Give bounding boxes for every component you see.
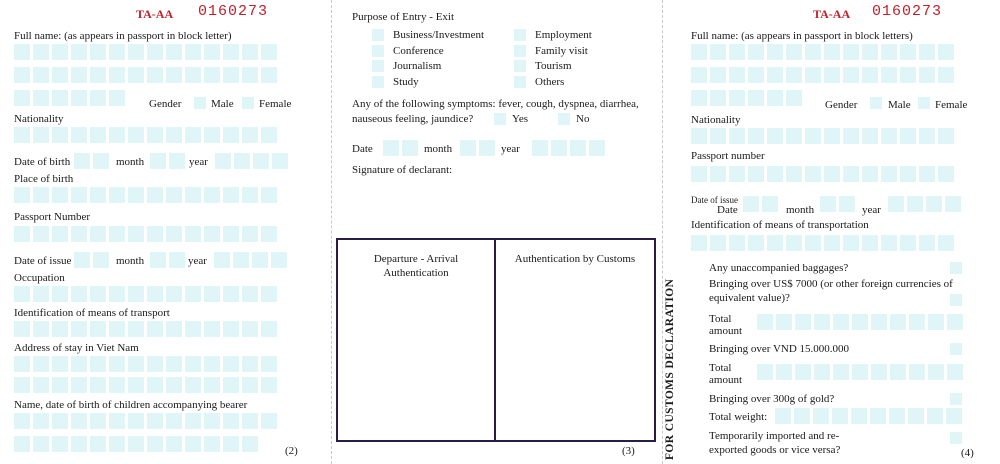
gold-question: Bringing over 300g of gold? bbox=[709, 393, 835, 405]
sign-year-boxes[interactable] bbox=[532, 140, 605, 156]
customs-declaration-title: FOR CUSTOMS DECLARATION bbox=[664, 278, 676, 460]
page-divider-right bbox=[662, 0, 663, 464]
purpose-checkbox-others[interactable] bbox=[514, 76, 526, 88]
p4-female-label: Female bbox=[935, 99, 968, 111]
passport-number-label: Passport Number bbox=[14, 211, 91, 223]
purpose-conference-label: Conference bbox=[393, 45, 444, 57]
usd-question-line2: equivalent value)? bbox=[709, 292, 790, 304]
purpose-study-label: Study bbox=[393, 76, 419, 88]
purpose-checkbox-family[interactable] bbox=[514, 45, 526, 57]
vnd-question: Bringing over VND 15.000.000 bbox=[709, 343, 850, 355]
page-number-4: (4) bbox=[961, 447, 974, 459]
p4-issue-month-boxes[interactable] bbox=[820, 196, 855, 212]
purpose-checkbox-business[interactable] bbox=[372, 29, 384, 41]
full-name-boxes-3[interactable] bbox=[14, 90, 125, 106]
purpose-checkbox-journalism[interactable] bbox=[372, 60, 384, 72]
serial-number-p4: 0160273 bbox=[872, 3, 943, 20]
dob-year-label: year bbox=[189, 156, 208, 168]
p4-male-checkbox[interactable] bbox=[870, 97, 882, 109]
p4-female-checkbox[interactable] bbox=[918, 97, 930, 109]
serial-prefix: TA-AA bbox=[136, 7, 174, 21]
occupation-boxes[interactable] bbox=[14, 286, 277, 302]
children-boxes-1[interactable] bbox=[14, 413, 277, 429]
issue-month-label: month bbox=[116, 255, 145, 267]
customs-authentication-label: Authentication by Customs bbox=[514, 253, 636, 265]
sign-year-label: year bbox=[501, 143, 520, 155]
place-of-birth-boxes[interactable] bbox=[14, 187, 277, 203]
transport-boxes[interactable] bbox=[14, 321, 277, 337]
purpose-employment-label: Employment bbox=[535, 29, 592, 41]
temp-import-question-line2: exported goods or vice versa? bbox=[709, 444, 841, 456]
usd-checkbox[interactable] bbox=[950, 294, 962, 306]
p4-issue-day-boxes[interactable] bbox=[743, 196, 778, 212]
purpose-checkbox-conference[interactable] bbox=[372, 45, 384, 57]
purpose-tourism-label: Tourism bbox=[535, 60, 572, 72]
nationality-label: Nationality bbox=[14, 113, 64, 125]
p4-issue-month-label: month bbox=[786, 204, 815, 216]
p4-passport-number-boxes[interactable] bbox=[691, 166, 954, 182]
address-label: Address of stay in Viet Nam bbox=[14, 342, 139, 354]
gold-checkbox[interactable] bbox=[950, 393, 962, 405]
sign-date-label: Date bbox=[352, 143, 373, 155]
issue-year-label: year bbox=[188, 255, 207, 267]
p4-gender-label: Gender bbox=[825, 99, 858, 111]
customs-authentication-cell bbox=[496, 240, 654, 440]
gender-label: Gender bbox=[149, 98, 182, 110]
p4-male-label: Male bbox=[888, 99, 911, 111]
weight-boxes[interactable] bbox=[775, 408, 962, 424]
p4-issue-label: Date of issue bbox=[691, 195, 738, 205]
female-label: Female bbox=[259, 98, 292, 110]
p4-full-name-boxes-1[interactable] bbox=[691, 44, 954, 60]
page-divider-left bbox=[331, 0, 332, 464]
full-name-boxes-2[interactable] bbox=[14, 67, 277, 83]
temp-import-question-line1: Temporarily imported and re- bbox=[709, 430, 840, 442]
p4-full-name-label: Full name: (as appears in passport in block letters) bbox=[691, 30, 913, 42]
sign-day-boxes[interactable] bbox=[383, 140, 418, 156]
symptoms-question-line1: Any of the following symptoms: fever, cough, dyspnea, diarrhea, bbox=[352, 98, 639, 110]
symptoms-yes-checkbox[interactable] bbox=[494, 113, 506, 125]
purpose-checkbox-tourism[interactable] bbox=[514, 60, 526, 72]
purpose-family-label: Family visit bbox=[535, 45, 588, 57]
p4-full-name-boxes-3[interactable] bbox=[691, 90, 802, 106]
symptoms-yes-label: Yes bbox=[512, 113, 529, 125]
page-number-3: (3) bbox=[622, 445, 635, 457]
children-label: Name, date of birth of children accompanying bearer bbox=[14, 399, 248, 411]
sign-month-label: month bbox=[424, 143, 453, 155]
usd-total-label: Total bbox=[709, 313, 732, 325]
purpose-checkbox-employment[interactable] bbox=[514, 29, 526, 41]
p4-transport-boxes[interactable] bbox=[691, 235, 954, 251]
p4-passport-number-label: Passport number bbox=[691, 150, 765, 162]
baggage-checkbox[interactable] bbox=[950, 262, 962, 274]
nationality-boxes[interactable] bbox=[14, 127, 277, 143]
vnd-total-label: Total bbox=[709, 362, 732, 374]
address-boxes-1[interactable] bbox=[14, 356, 277, 372]
place-of-birth-label: Place of birth bbox=[14, 173, 74, 185]
page-number-2: (2) bbox=[285, 445, 298, 457]
dob-year-boxes[interactable] bbox=[215, 153, 288, 169]
usd-amount-label: amount bbox=[709, 325, 742, 337]
usd-amount-boxes[interactable] bbox=[757, 314, 963, 330]
signature-label: Signature of declarant: bbox=[352, 164, 453, 176]
transport-label: Identification of means of transport bbox=[14, 307, 170, 319]
full-name-boxes-1[interactable] bbox=[14, 44, 277, 60]
purpose-checkbox-study[interactable] bbox=[372, 76, 384, 88]
occupation-label: Occupation bbox=[14, 272, 65, 284]
dob-day-boxes[interactable] bbox=[74, 153, 109, 169]
male-checkbox[interactable] bbox=[194, 97, 206, 109]
p4-issue-date-label: Date bbox=[717, 204, 738, 216]
p4-nationality-boxes[interactable] bbox=[691, 128, 954, 144]
authentication-label: Authentication bbox=[383, 267, 449, 279]
purpose-journalism-label: Journalism bbox=[393, 60, 442, 72]
female-checkbox[interactable] bbox=[242, 97, 254, 109]
p4-issue-year-label: year bbox=[862, 204, 881, 216]
p4-full-name-boxes-2[interactable] bbox=[691, 67, 954, 83]
issue-month-boxes[interactable] bbox=[150, 252, 185, 268]
passport-number-boxes[interactable] bbox=[14, 226, 277, 242]
male-label: Male bbox=[211, 98, 234, 110]
p4-nationality-label: Nationality bbox=[691, 114, 741, 126]
departure-arrival-label: Departure - Arrival bbox=[373, 253, 459, 265]
dob-month-label: month bbox=[116, 156, 145, 168]
serial-prefix-p4: TA-AA bbox=[813, 7, 851, 21]
p4-issue-year-boxes[interactable] bbox=[888, 196, 961, 212]
symptoms-question-line2: nauseous feeling, jaundice? bbox=[352, 113, 474, 125]
vnd-amount-boxes[interactable] bbox=[757, 364, 963, 380]
issue-day-boxes[interactable] bbox=[74, 252, 109, 268]
purpose-title: Purpose of Entry - Exit bbox=[352, 11, 455, 23]
weight-label: Total weight: bbox=[709, 411, 768, 423]
full-name-label: Full name: (as appears in passport in block letter) bbox=[14, 30, 232, 42]
baggage-question: Any unaccompanied baggages? bbox=[709, 262, 849, 274]
symptoms-no-checkbox[interactable] bbox=[558, 113, 570, 125]
p4-transport-label: Identification of means of transportation bbox=[691, 219, 869, 231]
authentication-box bbox=[336, 238, 656, 442]
symptoms-no-label: No bbox=[576, 113, 590, 125]
purpose-others-label: Others bbox=[535, 76, 565, 88]
dob-label: Date of birth bbox=[14, 156, 71, 168]
sign-month-boxes[interactable] bbox=[460, 140, 495, 156]
issue-year-boxes[interactable] bbox=[214, 252, 287, 268]
purpose-business-label: Business/Investment bbox=[393, 29, 485, 41]
dob-month-boxes[interactable] bbox=[150, 153, 185, 169]
departure-arrival-authentication-cell bbox=[338, 240, 496, 440]
serial-number: 0160273 bbox=[198, 3, 269, 20]
address-boxes-2[interactable] bbox=[14, 377, 277, 393]
vnd-amount-label: amount bbox=[709, 374, 742, 386]
vnd-checkbox[interactable] bbox=[950, 343, 962, 355]
usd-question-line1: Bringing over US$ 7000 (or other foreign currencies of bbox=[709, 278, 953, 290]
temp-import-checkbox[interactable] bbox=[950, 432, 962, 444]
issue-date-label: Date of issue bbox=[14, 255, 72, 267]
children-boxes-2[interactable] bbox=[14, 436, 258, 452]
